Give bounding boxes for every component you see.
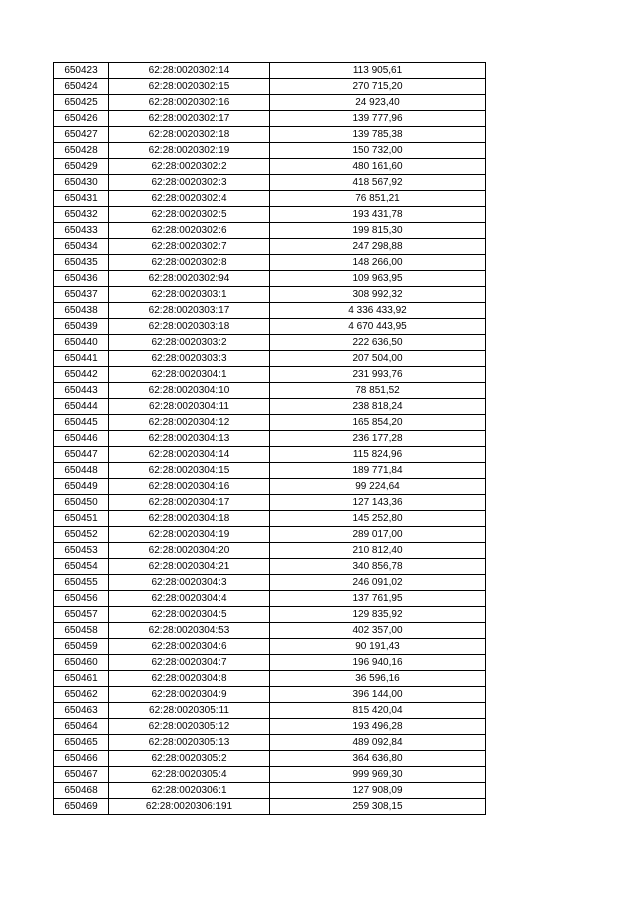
- cadastral-number-cell: 62:28:0020302:15: [109, 79, 270, 95]
- table-row: [54, 335, 486, 351]
- cadastral-value-cell: 308 992,32: [270, 287, 486, 303]
- cadastral-number-cell: 62:28:0020305:2: [109, 751, 270, 767]
- row-number-cell: 650469: [54, 799, 109, 815]
- cadastral-value-cell: 139 777,96: [270, 111, 486, 127]
- table-row: [54, 687, 486, 703]
- row-number-cell: 650425: [54, 95, 109, 111]
- cadastral-number-cell: 62:28:0020304:4: [109, 591, 270, 607]
- cadastral-number-cell: 62:28:0020304:17: [109, 495, 270, 511]
- cadastral-value-cell: 90 191,43: [270, 639, 486, 655]
- cadastral-number-cell: 62:28:0020304:16: [109, 479, 270, 495]
- row-number-cell: 650435: [54, 255, 109, 271]
- row-number-cell: 650454: [54, 559, 109, 575]
- cadastral-number-cell: 62:28:0020304:21: [109, 559, 270, 575]
- cadastral-value-cell: 24 923,40: [270, 95, 486, 111]
- cadastral-number-cell: 62:28:0020302:7: [109, 239, 270, 255]
- table-row: [54, 751, 486, 767]
- row-number-cell: 650423: [54, 63, 109, 79]
- row-number-cell: 650442: [54, 367, 109, 383]
- row-number-cell: 650456: [54, 591, 109, 607]
- cadastral-value-cell: 207 504,00: [270, 351, 486, 367]
- cadastral-number-cell: 62:28:0020304:19: [109, 527, 270, 543]
- cadastral-value-cell: 127 143,36: [270, 495, 486, 511]
- cadastral-value-cell: 402 357,00: [270, 623, 486, 639]
- row-number-cell: 650468: [54, 783, 109, 799]
- cadastral-value-table: [53, 62, 486, 815]
- row-number-cell: 650462: [54, 687, 109, 703]
- cadastral-number-cell: 62:28:0020304:13: [109, 431, 270, 447]
- table-row: [54, 607, 486, 623]
- cadastral-number-cell: 62:28:0020303:2: [109, 335, 270, 351]
- cadastral-number-cell: 62:28:0020302:17: [109, 111, 270, 127]
- row-number-cell: 650463: [54, 703, 109, 719]
- table-row: [54, 527, 486, 543]
- cadastral-value-cell: 127 908,09: [270, 783, 486, 799]
- cadastral-number-cell: 62:28:0020304:10: [109, 383, 270, 399]
- cadastral-value-cell: 259 308,15: [270, 799, 486, 815]
- row-number-cell: 650432: [54, 207, 109, 223]
- cadastral-value-cell: 109 963,95: [270, 271, 486, 287]
- cadastral-value-cell: 4 336 433,92: [270, 303, 486, 319]
- table-row: [54, 495, 486, 511]
- cadastral-number-cell: 62:28:0020305:11: [109, 703, 270, 719]
- table-row: [54, 175, 486, 191]
- cadastral-value-cell: 129 835,92: [270, 607, 486, 623]
- cadastral-number-cell: 62:28:0020303:17: [109, 303, 270, 319]
- cadastral-number-cell: 62:28:0020302:19: [109, 143, 270, 159]
- cadastral-value-cell: 148 266,00: [270, 255, 486, 271]
- cadastral-value-cell: 78 851,52: [270, 383, 486, 399]
- table-row: [54, 303, 486, 319]
- cadastral-number-cell: 62:28:0020302:2: [109, 159, 270, 175]
- table-row: [54, 367, 486, 383]
- cadastral-number-cell: 62:28:0020304:1: [109, 367, 270, 383]
- cadastral-number-cell: 62:28:0020303:18: [109, 319, 270, 335]
- table-row: [54, 735, 486, 751]
- row-number-cell: 650438: [54, 303, 109, 319]
- row-number-cell: 650427: [54, 127, 109, 143]
- cadastral-value-cell: 396 144,00: [270, 687, 486, 703]
- cadastral-number-cell: 62:28:0020304:53: [109, 623, 270, 639]
- cadastral-number-cell: 62:28:0020304:12: [109, 415, 270, 431]
- table-body: [54, 63, 486, 815]
- table-row: [54, 255, 486, 271]
- cadastral-value-cell: 150 732,00: [270, 143, 486, 159]
- table-row: [54, 767, 486, 783]
- cadastral-number-cell: 62:28:0020304:8: [109, 671, 270, 687]
- row-number-cell: 650452: [54, 527, 109, 543]
- cadastral-value-cell: 418 567,92: [270, 175, 486, 191]
- cadastral-number-cell: 62:28:0020302:14: [109, 63, 270, 79]
- table-row: [54, 543, 486, 559]
- cadastral-value-cell: 238 818,24: [270, 399, 486, 415]
- row-number-cell: 650441: [54, 351, 109, 367]
- row-number-cell: 650448: [54, 463, 109, 479]
- row-number-cell: 650431: [54, 191, 109, 207]
- row-number-cell: 650426: [54, 111, 109, 127]
- row-number-cell: 650428: [54, 143, 109, 159]
- cadastral-number-cell: 62:28:0020304:20: [109, 543, 270, 559]
- row-number-cell: 650436: [54, 271, 109, 287]
- cadastral-value-cell: 137 761,95: [270, 591, 486, 607]
- table-row: [54, 623, 486, 639]
- table-row: [54, 95, 486, 111]
- table-row: [54, 415, 486, 431]
- cadastral-value-cell: 999 969,30: [270, 767, 486, 783]
- cadastral-value-cell: 99 224,64: [270, 479, 486, 495]
- table-row: [54, 671, 486, 687]
- row-number-cell: 650458: [54, 623, 109, 639]
- cadastral-number-cell: 62:28:0020302:18: [109, 127, 270, 143]
- cadastral-number-cell: 62:28:0020304:15: [109, 463, 270, 479]
- cadastral-value-cell: 480 161,60: [270, 159, 486, 175]
- cadastral-value-cell: 289 017,00: [270, 527, 486, 543]
- table-row: [54, 63, 486, 79]
- cadastral-number-cell: 62:28:0020304:6: [109, 639, 270, 655]
- table-row: [54, 479, 486, 495]
- cadastral-value-cell: 231 993,76: [270, 367, 486, 383]
- cadastral-number-cell: 62:28:0020306:191: [109, 799, 270, 815]
- row-number-cell: 650465: [54, 735, 109, 751]
- row-number-cell: 650443: [54, 383, 109, 399]
- cadastral-value-cell: 364 636,80: [270, 751, 486, 767]
- cadastral-value-cell: 113 905,61: [270, 63, 486, 79]
- table-row: [54, 239, 486, 255]
- cadastral-value-cell: 340 856,78: [270, 559, 486, 575]
- table-row: [54, 223, 486, 239]
- cadastral-number-cell: 62:28:0020303:1: [109, 287, 270, 303]
- table-row: [54, 111, 486, 127]
- table-row: [54, 143, 486, 159]
- row-number-cell: 650461: [54, 671, 109, 687]
- cadastral-number-cell: 62:28:0020302:94: [109, 271, 270, 287]
- cadastral-number-cell: 62:28:0020303:3: [109, 351, 270, 367]
- table-row: [54, 399, 486, 415]
- cadastral-value-cell: 236 177,28: [270, 431, 486, 447]
- table-row: [54, 431, 486, 447]
- cadastral-value-cell: 76 851,21: [270, 191, 486, 207]
- cadastral-value-cell: 193 431,78: [270, 207, 486, 223]
- row-number-cell: 650429: [54, 159, 109, 175]
- cadastral-number-cell: 62:28:0020302:3: [109, 175, 270, 191]
- row-number-cell: 650439: [54, 319, 109, 335]
- table-row: [54, 319, 486, 335]
- cadastral-number-cell: 62:28:0020304:14: [109, 447, 270, 463]
- cadastral-number-cell: 62:28:0020304:11: [109, 399, 270, 415]
- table-row: [54, 655, 486, 671]
- cadastral-value-cell: 246 091,02: [270, 575, 486, 591]
- table-row: [54, 719, 486, 735]
- cadastral-number-cell: 62:28:0020302:5: [109, 207, 270, 223]
- row-number-cell: 650457: [54, 607, 109, 623]
- cadastral-number-cell: 62:28:0020304:5: [109, 607, 270, 623]
- row-number-cell: 650459: [54, 639, 109, 655]
- cadastral-number-cell: 62:28:0020306:1: [109, 783, 270, 799]
- row-number-cell: 650424: [54, 79, 109, 95]
- table-row: [54, 207, 486, 223]
- row-number-cell: 650455: [54, 575, 109, 591]
- cadastral-value-cell: 189 771,84: [270, 463, 486, 479]
- table-row: [54, 159, 486, 175]
- cadastral-value-cell: 36 596,16: [270, 671, 486, 687]
- cadastral-number-cell: 62:28:0020305:4: [109, 767, 270, 783]
- table-row: [54, 639, 486, 655]
- row-number-cell: 650446: [54, 431, 109, 447]
- row-number-cell: 650433: [54, 223, 109, 239]
- cadastral-number-cell: 62:28:0020302:4: [109, 191, 270, 207]
- cadastral-value-cell: 165 854,20: [270, 415, 486, 431]
- cadastral-number-cell: 62:28:0020304:9: [109, 687, 270, 703]
- row-number-cell: 650460: [54, 655, 109, 671]
- cadastral-value-cell: 115 824,96: [270, 447, 486, 463]
- row-number-cell: 650447: [54, 447, 109, 463]
- cadastral-value-cell: 489 092,84: [270, 735, 486, 751]
- row-number-cell: 650444: [54, 399, 109, 415]
- cadastral-number-cell: 62:28:0020304:18: [109, 511, 270, 527]
- row-number-cell: 650466: [54, 751, 109, 767]
- cadastral-value-cell: 210 812,40: [270, 543, 486, 559]
- row-number-cell: 650434: [54, 239, 109, 255]
- row-number-cell: 650464: [54, 719, 109, 735]
- row-number-cell: 650449: [54, 479, 109, 495]
- table-row: [54, 783, 486, 799]
- cadastral-number-cell: 62:28:0020302:6: [109, 223, 270, 239]
- table-row: [54, 271, 486, 287]
- row-number-cell: 650467: [54, 767, 109, 783]
- cadastral-value-cell: 193 496,28: [270, 719, 486, 735]
- table-row: [54, 127, 486, 143]
- table-row: [54, 575, 486, 591]
- table-row: [54, 447, 486, 463]
- row-number-cell: 650430: [54, 175, 109, 191]
- cadastral-value-cell: 196 940,16: [270, 655, 486, 671]
- row-number-cell: 650450: [54, 495, 109, 511]
- table-row: [54, 351, 486, 367]
- table-row: [54, 463, 486, 479]
- cadastral-value-cell: 139 785,38: [270, 127, 486, 143]
- row-number-cell: 650440: [54, 335, 109, 351]
- cadastral-number-cell: 62:28:0020302:8: [109, 255, 270, 271]
- row-number-cell: 650451: [54, 511, 109, 527]
- table-row: [54, 511, 486, 527]
- cadastral-value-cell: 815 420,04: [270, 703, 486, 719]
- table-row: [54, 79, 486, 95]
- cadastral-value-cell: 4 670 443,95: [270, 319, 486, 335]
- table-row: [54, 191, 486, 207]
- table-row: [54, 559, 486, 575]
- cadastral-value-cell: 199 815,30: [270, 223, 486, 239]
- table-row: [54, 287, 486, 303]
- row-number-cell: 650453: [54, 543, 109, 559]
- cadastral-number-cell: 62:28:0020305:12: [109, 719, 270, 735]
- table-row: [54, 591, 486, 607]
- table-row: [54, 383, 486, 399]
- cadastral-value-cell: 222 636,50: [270, 335, 486, 351]
- cadastral-number-cell: 62:28:0020304:7: [109, 655, 270, 671]
- table-row: [54, 799, 486, 815]
- cadastral-value-cell: 145 252,80: [270, 511, 486, 527]
- row-number-cell: 650437: [54, 287, 109, 303]
- cadastral-value-cell: 270 715,20: [270, 79, 486, 95]
- cadastral-number-cell: 62:28:0020302:16: [109, 95, 270, 111]
- row-number-cell: 650445: [54, 415, 109, 431]
- cadastral-value-cell: 247 298,88: [270, 239, 486, 255]
- cadastral-number-cell: 62:28:0020304:3: [109, 575, 270, 591]
- table-row: [54, 703, 486, 719]
- cadastral-number-cell: 62:28:0020305:13: [109, 735, 270, 751]
